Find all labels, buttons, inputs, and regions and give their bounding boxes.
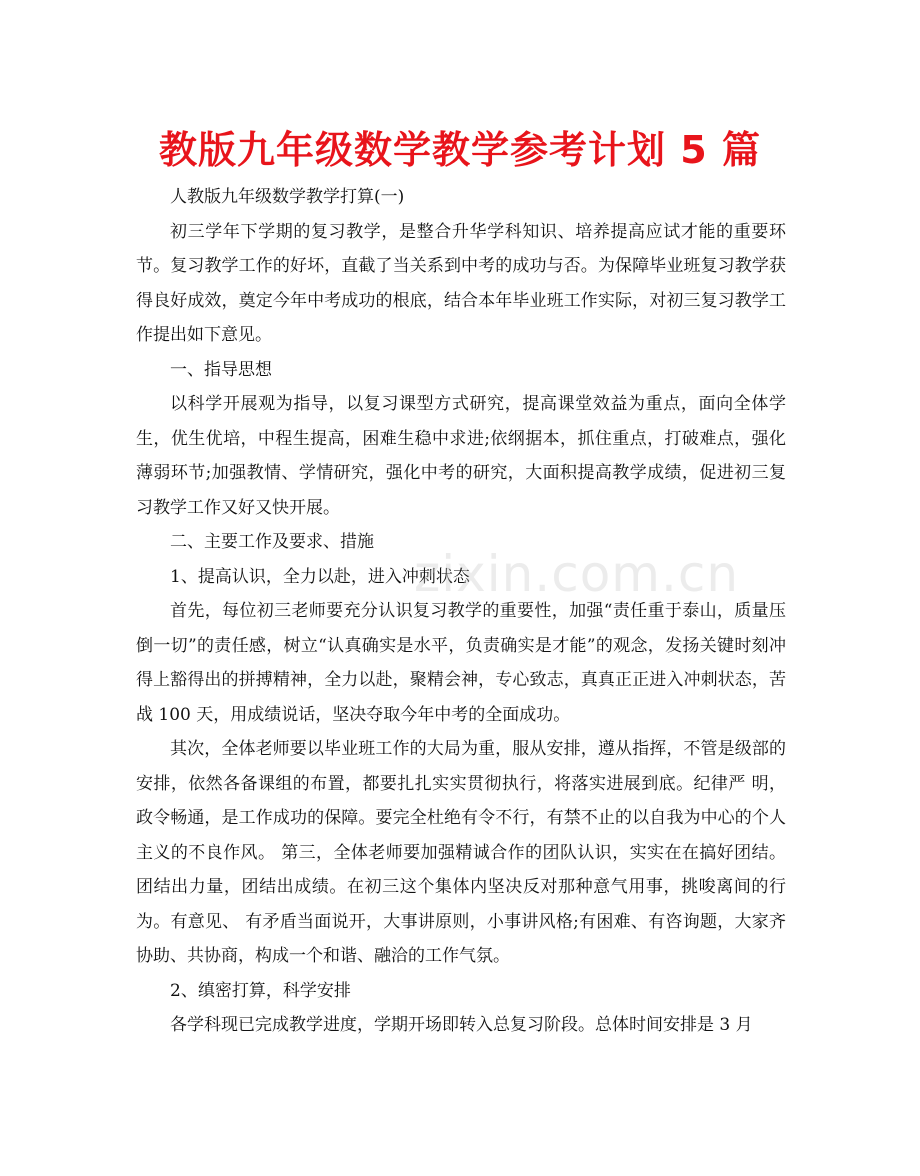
document-body	[136, 180, 786, 1043]
watermark-logo: zixin.com.cn	[414, 545, 740, 603]
heading-item-1: 1、提高认识，全力以赴，进入冲刺状态	[170, 566, 470, 587]
section-subtitle: 人教版九年级数学教学打算(一)	[170, 187, 405, 207]
document-title: 教版九年级数学教学参考计划 5 篇	[159, 128, 761, 172]
paragraph-first: 首先，每位初三老师要充分认识复习教学的重要性，加强“责任重于泰山，质量压倒一切”的责任感，树立“认真确实是水平，负责确实是才能”的观念，发扬关键时刻冲得上豁得出的拼搏精神，全力以赴，聚精会神，专心致志，真真正正进入冲刺状态，苦战 100 天，用成绩说话，坚决夺取今年中考的全面成功。	[136, 601, 786, 725]
paragraph-guiding-ideology: 以科学开展观为指导，以复习课型方式研究，提高课堂效益为重点，面向全体学生，优生优培，中程生提高，困难生稳中求进;依纲据本，抓住重点，打破难点，强化薄弱环节;加强教情、学情研究，强化中考的研究，大面积提高教学成绩，促进初三复习教学工作又好又快开展。	[136, 394, 786, 518]
heading-guiding-ideology: 一、指导思想	[170, 359, 272, 380]
paragraph-second-third: 其次，全体老师要以毕业班工作的大局为重，服从安排，遵从指挥，不管是级部的安排，依然各备课组的布置，都要扎扎实实贯彻执行，将落实进展到底。纪律严 明，政令畅通，是工作成功的保障。要完全杜绝有令不行，有禁不止的以自我为中心的个人主义的不良作风。 第三，全体老师要加强精诚合作的团队认识，实实在在搞好团结。团结出力量，团结出成绩。在初三这个集体内坚决反对那种意气用事，挑唆离间的行为。有意见、 有矛盾当面说开，大事讲原则，小事讲风格;有困难、有咨询题，大家齐协助、共协商，构成一个和谐、融洽的工作气氛。	[136, 739, 786, 966]
paragraph-schedule: 各学科现已完成教学进度，学期开场即转入总复习阶段。总体时间安排是 3 月	[170, 1015, 753, 1035]
paragraph-intro: 初三学年下学期的复习教学，是整合升华学科知识、培养提高应试才能的重要环节。复习教学工作的好坏，直截了当关系到中考的成功与否。为保障毕业班复习教学获得良好成效，奠定今年中考成功的根底，结合本年毕业班工作实际，对初三复习教学工作提出如下意见。	[136, 221, 786, 345]
heading-main-work: 二、主要工作及要求、措施	[170, 532, 374, 552]
heading-item-2: 2、缜密打算，科学安排	[170, 980, 351, 1001]
